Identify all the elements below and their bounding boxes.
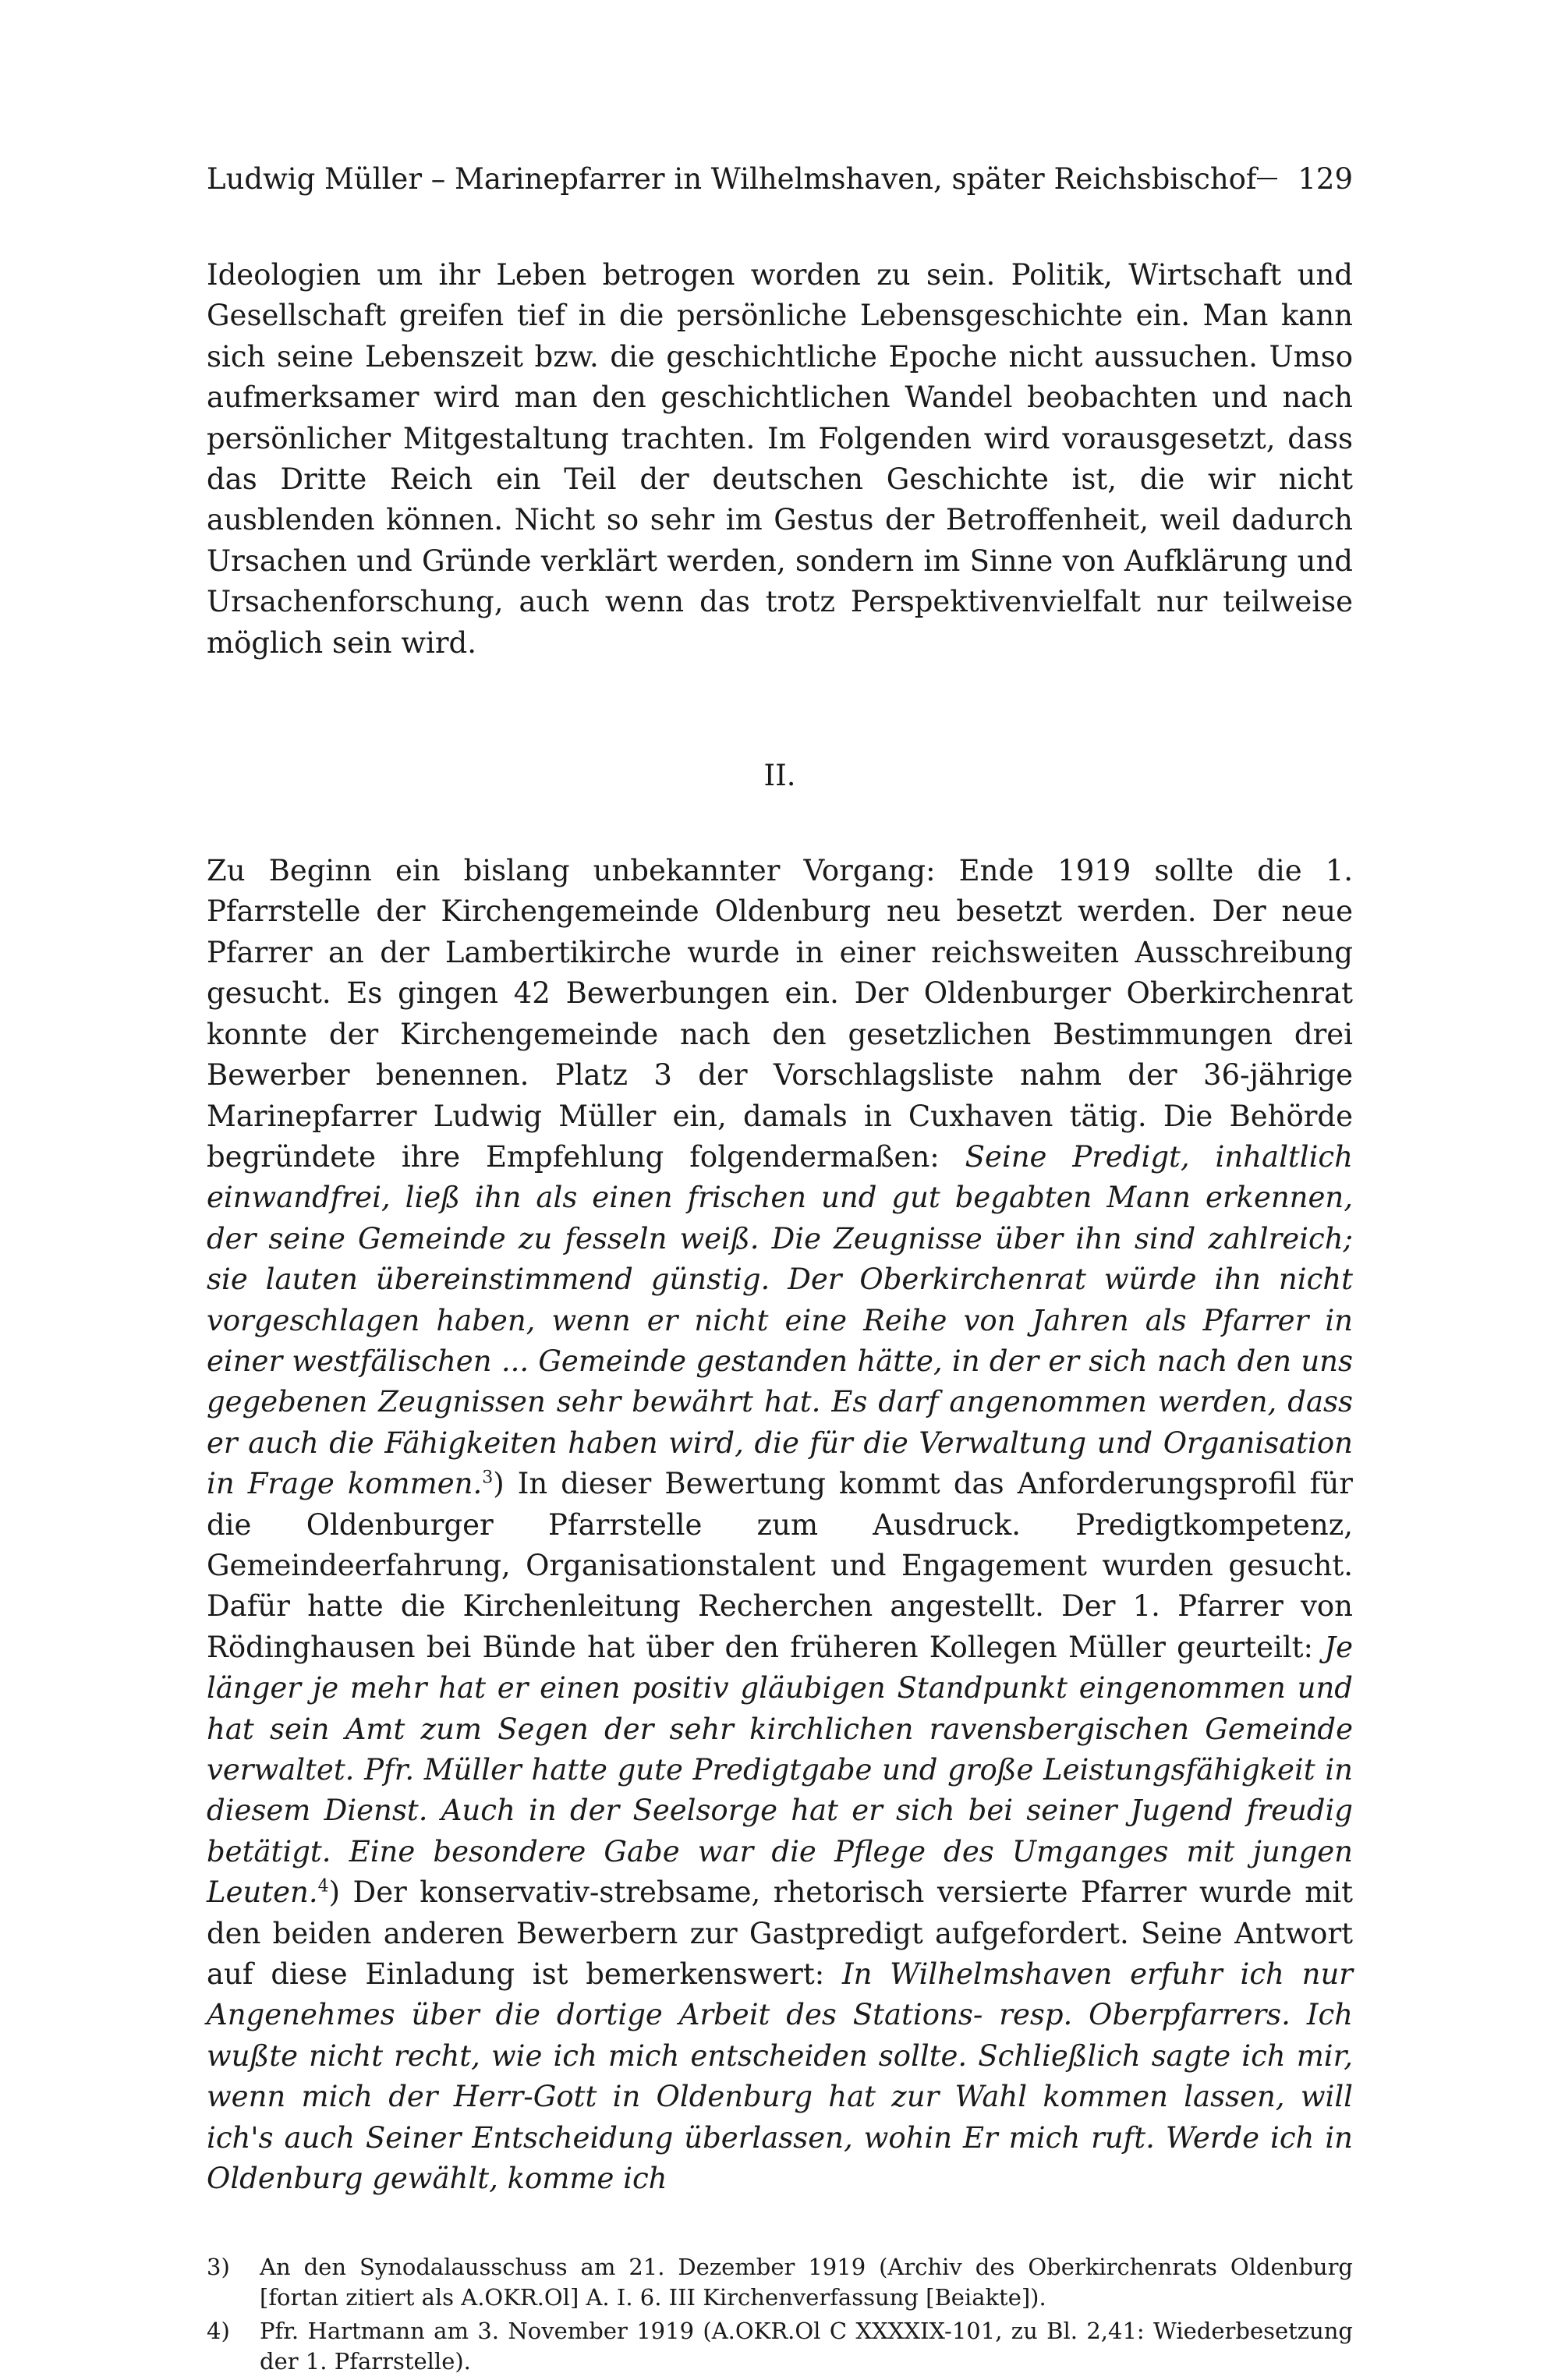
paragraph-2 bbox=[207, 851, 1353, 2199]
footnote-text: Pfr. Hartmann am 3. November 1919 (A.OKR.Ol C XXXXIX-101, zu Bl. 2,41: Wiederbesetzung der 1. Pfarrstelle). bbox=[260, 2318, 1353, 2375]
quotation: Seine Predigt, inhaltlich einwandfrei, ließ ihn als einen frischen und gut begabten Mann erkennen, der seine Gemeinde zu fesseln weiß. Die Zeugnisse über ihn sind zahlreich; sie lauten übereinstimmend günstig. Der Oberkirchenrat würde ihn nicht vorgeschlagen haben, wenn er nicht eine Reihe von Jahren als Pfarrer in einer westfälischen ... Gemeinde gestanden hätte, in der er sich nach den uns gegebenen Zeugnissen sehr bewährt hat. Es darf angenommen werden, dass er auch die Fähigkeiten haben wird, die für die Verwaltung und Organisation in Frage kommen. bbox=[207, 1139, 1353, 1501]
footnote-number: 4) bbox=[207, 2318, 230, 2345]
footnote-text: An den Synodalausschuss am 21. Dezember 1919 (Archiv des Oberkirchenrats Oldenburg [fortan zitiert als A.OKR.Ol] A. I. 6. III Kirchenverfassung [Beiakte]). bbox=[260, 2254, 1353, 2311]
page-number: 129 bbox=[1298, 162, 1353, 196]
text-segment: ) Der konservativ-strebsame, rhetorisch versierte Pfarrer wurde mit den beiden anderen Bewerbern zur Gastpredigt aufgefordert. Seine Antwort auf diese Einladung ist bemerkenswert: bbox=[207, 1875, 1353, 1992]
paragraph-1: Ideologien um ihr Leben betrogen worden zu sein. Politik, Wirtschaft und Gesellschaft greifen tief in die persönliche Lebensgeschichte ein. Man kann sich seine Lebenszeit bzw. die geschichtliche Epoche nicht aussuchen. Umso aufmerksamer wird man den geschichtlichen Wandel beobachten und nach persönlicher Mitgestaltung trachten. Im Folgenden wird vorausgesetzt, dass das Dritte Reich ein Teil der deutschen Geschichte ist, die wir nicht ausblenden können. Nicht so sehr im Gestus der Betroffenheit, weil dadurch Ursachen und Gründe verklärt werden, sondern im Sinne von Aufklärung und Ursachenforschung, auch wenn das trotz Perspektivenvielfalt nur teilweise möglich sein wird. bbox=[207, 258, 1353, 660]
footnote-reference: 3 bbox=[482, 1468, 494, 1488]
quotation: In Wilhelmshaven erfuhr ich nur Angenehmes über die dortige Arbeit des Stations- resp. Oberpfarrers. Ich wußte nicht recht, wie ich mich entscheiden sollte. Schließlich sagte ich mir, wenn mich der Herr-Gott in Oldenburg hat zur Wahl kommen lassen, will ich's auch Seiner Entscheidung überlassen, wohin Er mich ruft. Werde ich in Oldenburg gewählt, komme ich bbox=[207, 1957, 1353, 2196]
running-title: Ludwig Müller – Marinepfarrer in Wilhelmshaven, später Reichsbischof bbox=[207, 162, 1257, 196]
footnotes bbox=[207, 2252, 1353, 2377]
footnote bbox=[207, 2316, 1353, 2377]
section-heading: II. bbox=[763, 759, 796, 793]
book-page bbox=[207, 160, 1353, 2380]
text-segment: ) In dieser Bewertung kommt das Anforderungsprofil für die Oldenburger Pfarrstelle zum Ausdruck. Predigtkompetenz, Gemeindeerfahrung, Organisationstalent und Engagement wurden gesucht. Dafür hatte die Kirchenleitung Recherchen angestellt. Der 1. Pfarrer von Rödinghausen bei Bünde hat über den früheren Kollegen Müller geurteilt: bbox=[207, 1467, 1353, 1664]
quotation: Je länger je mehr hat er einen positiv gläubigen Standpunkt eingenommen und hat sein Amt zum Segen der sehr kirchlichen ravensbergischen Gemeinde verwaltet. Pfr. Müller hatte gute Predigtgabe und große Leistungsfähigkeit in diesem Dienst. Auch in der Seelsorge hat er sich bei seiner Jugend freudig betätigt. Eine besondere Gabe war die Pflege des Umganges mit jungen Leuten. bbox=[207, 1630, 1353, 1910]
footnote-reference: 4 bbox=[317, 1876, 329, 1897]
running-header bbox=[207, 160, 1353, 199]
footnote-number: 3) bbox=[207, 2254, 230, 2281]
footnote bbox=[207, 2252, 1353, 2313]
header-rule bbox=[1257, 178, 1278, 179]
text-segment: Zu Beginn ein bislang unbekannter Vorgang: Ende 1919 sollte die 1. Pfarrstelle der Kirchengemeinde Oldenburg neu besetzt werden. Der neue Pfarrer an der Lambertikirche wurde in einer reichsweiten Ausschreibung gesucht. Es gingen 42 Bewerbungen ein. Der Oldenburger Oberkirchenrat konnte der Kirchengemeinde nach den gesetzlichen Bestimmungen drei Bewerber benennen. Platz 3 der Vorschlagsliste nahm der 36-jährige Marinepfarrer Ludwig Müller ein, damals in Cuxhaven tätig. Die Behörde begründete ihre Empfehlung folgendermaßen: bbox=[207, 854, 1353, 1174]
